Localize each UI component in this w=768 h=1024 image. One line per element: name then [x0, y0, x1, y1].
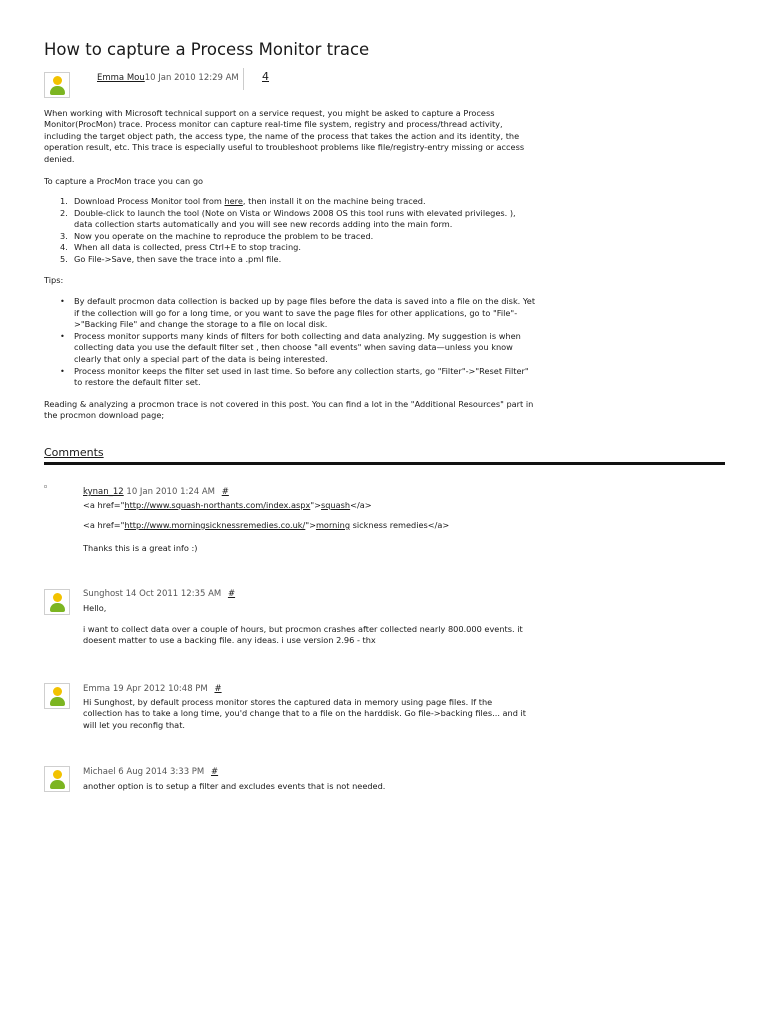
avatar-body-icon	[50, 697, 65, 706]
step-item: 2. Double-click to launch the tool (Note on Vista or Windows 2008 OS this tool runs with elevated privileges. ), data collection starts automatically and you will see new records adding into the main form.	[60, 207, 516, 230]
comment-date: 19 Apr 2012 10:48 PM	[112, 684, 208, 694]
step-item: 1. Download Process Monitor tool from here, then install it on the machine being traced.	[60, 196, 426, 206]
comment-permalink[interactable]: #	[214, 684, 222, 694]
tip-item: • Process monitor keeps the filter set used in last time. So before any collection starts, go "Filter"->"Reset Filter" to restore the default filter set.	[60, 365, 529, 388]
step-item: 4. When all data is collected, press Ctrl+E to stop tracing.	[60, 242, 301, 253]
author-avatar	[44, 72, 70, 98]
avatar-head-icon	[53, 770, 62, 779]
comment-line: <a href="http://www.squash-northants.com/index.aspx">squash</a>	[83, 500, 372, 510]
comment-author-link[interactable]: kynan_12	[83, 487, 124, 497]
tip-item: • By default procmon data collection is backed up by page files before the data is saved into a file on the disk. Yet if the collection will go for a long time, or you want to save the page files for other applications, go to "File"->"Backing File" and change the storage to a file on local disk.	[60, 296, 536, 330]
comment-date: 10 Jan 2010 1:24 AM	[126, 487, 216, 497]
comment-link[interactable]: squash	[320, 500, 351, 510]
intro-paragraph: When working with Microsoft technical support on a service request, you might be asked to capture a Process Monitor(ProcMon) trace. Process monitor can capture real-time file system, registry and process/thread activity, including the target object path, the access type, the name of the process that takes the action and its identity, the operation result, etc. This trace is especially useful to troubleshoot problems like file/registry-entry missing or access denied.	[44, 108, 525, 164]
post-date: 10 Jan 2010 12:29 AM	[144, 73, 239, 83]
broken-avatar-icon	[44, 485, 47, 488]
comment-line: Hello,	[83, 603, 107, 613]
comment-permalink[interactable]: #	[227, 589, 236, 599]
comment-line: i want to collect data over a couple of hours, but procmon crashes after collected nearly 800.000 events. it doesent matter to use a backing file. any ideas. i use version 2.96 - thx	[83, 624, 523, 646]
avatar-head-icon	[53, 593, 62, 602]
tips-heading: Tips:	[44, 275, 64, 285]
comments-divider	[44, 462, 725, 465]
post-meta	[97, 73, 239, 83]
comment-author: Sunghost	[83, 589, 123, 599]
comment-date: 14 Oct 2011 12:35 AM	[125, 589, 222, 599]
download-here-link[interactable]: here	[224, 196, 243, 206]
comment-permalink[interactable]: #	[221, 487, 229, 497]
comment-line: Hi Sunghost, by default process monitor stores the captured data in memory using page files. If the collection has to take a long time, you'd change that to a file on the harddisk. Go file->backing files... and it will let you reconfig that.	[83, 697, 527, 730]
comment-meta	[83, 767, 218, 777]
commenter-avatar	[44, 683, 70, 709]
steps-list	[44, 196, 536, 266]
comment-link[interactable]: http://www.morningsicknessremedies.co.uk/	[124, 520, 306, 530]
step-item: 3. Now you operate on the machine to reproduce the problem to be traced.	[60, 230, 374, 241]
avatar-head-icon	[53, 687, 62, 696]
commenter-avatar	[44, 766, 70, 792]
tip-item: • Process monitor supports many kinds of filters for both collecting and data analyzing. My suggestion is when collecting data you use the default filter set , then choose "all events" when saving data—unless you know clearly that only a special part of the data is being interested.	[60, 330, 521, 364]
tips-list	[44, 296, 536, 389]
comments-heading[interactable]: Comments	[44, 446, 104, 459]
comment-meta	[83, 589, 235, 599]
comment-line: <a href="http://www.morningsicknessremedies.co.uk/">morning sickness remedies</a>	[83, 520, 450, 530]
comment-author: Emma	[83, 684, 111, 694]
avatar-body-icon	[50, 780, 65, 789]
steps-intro: To capture a ProcMon trace you can go	[44, 176, 204, 186]
avatar-head-icon	[53, 76, 62, 85]
comment-meta	[83, 684, 222, 694]
post-title: How to capture a Process Monitor trace	[44, 40, 370, 59]
meta-divider	[243, 68, 244, 90]
post-author-link[interactable]: Emma Mou	[97, 73, 145, 83]
comment-link[interactable]: http://www.squash-northants.com/index.aspx	[124, 500, 311, 510]
comment-link[interactable]: morning	[315, 520, 351, 530]
comment-line: another option is to setup a filter and excludes events that is not needed.	[83, 781, 386, 791]
step-item: 5. Go File->Save, then save the trace into a .pml file.	[60, 253, 282, 264]
comment-permalink[interactable]: #	[210, 767, 219, 777]
avatar-body-icon	[50, 603, 65, 612]
avatar-body-icon	[50, 86, 65, 95]
comment-date: 6 Aug 2014 3:33 PM	[118, 767, 205, 777]
comment-author: Michael	[83, 767, 116, 777]
comment-line: Thanks this is a great info :)	[83, 543, 198, 553]
commenter-avatar	[44, 589, 70, 615]
closing-paragraph: Reading & analyzing a procmon trace is not covered in this post. You can find a lot in the "Additional Resources" part in the procmon download page;	[44, 399, 534, 421]
comment-meta	[83, 487, 229, 497]
comment-count-link[interactable]: 4	[262, 70, 269, 83]
